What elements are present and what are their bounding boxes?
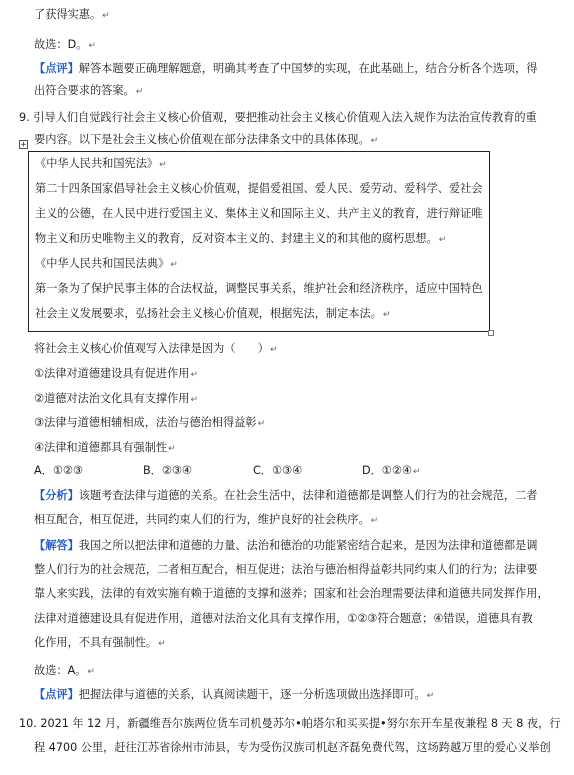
prev-choice-line: 故选：D。↵ [34, 38, 96, 51]
q9-choice: 故选：A。↵ [34, 664, 95, 677]
table-move-handle-icon[interactable]: + [20, 140, 27, 150]
q9-prompt: 将社会主义核心价值观写入法律是因为（ ）↵ [34, 342, 278, 355]
q9-answer-line5: 化作用，不具有强制性。↵ [34, 636, 166, 649]
q9-number: 9. [19, 111, 30, 124]
law-text-line: 第一条为了保护民事主体的合法权益，调整民事关系，维护社会和经济秩序，适应中国特色 [35, 282, 483, 295]
q10-stem-line2: 程 4700 公里，赶往江苏省徐州市沛县，专为受伤汉族司机赵齐磊免费代驾，这场跨越万里的爱心义举创 [34, 741, 551, 754]
q9-answer-line3: 靠人来实践，法律的有效实施有赖于道德的支撑和滋养；国家和社会治理需要法律和道德共同发挥作用， [34, 587, 549, 600]
q9-answer-line1: 【解答】我国之所以把法律和道德的力量、法治和德治的功能紧密结合起来，是因为法律和道德都是调 [34, 539, 538, 552]
q9-stem-line2: 要内容。以下是社会主义核心价值观在部分法律条文中的具体体现。↵ [34, 133, 379, 146]
q9-option-a: A．①②③ [34, 464, 83, 477]
analysis-tag: 【分析】 [34, 489, 79, 502]
q9-answer-line4: 法律对道德建设具有促进作用，道德对法治文化具有支撑作用，①②③符合题意；④错误，道德具有教 [34, 612, 533, 625]
law-excerpt-box [28, 151, 490, 332]
q10-stem-line1: 10. 2021 年 12 月，新疆维吾尔族两位货车司机曼苏尔•帕塔尔和买买提•努尔东开车星夜兼程 8 天 8 夜，行 [19, 717, 561, 730]
q9-answer-line2: 整人们行为的社会规范，二者相互配合，相互促进；法治与德治相得益彰共同约束人们的行为；法律要 [34, 563, 538, 576]
q9-option-c: C．①③④ [253, 464, 303, 477]
q9-statement-4: ④法律和道德都具有强制性↵ [34, 441, 176, 454]
law-title-civil-code: 《中华人民共和国民法典》↵ [35, 257, 178, 270]
prev-comment-line2: 出符合要求的答案。↵ [34, 84, 144, 97]
q9-review: 【点评】把握法律与道德的关系，认真阅读题干，逐一分析选项做出选择即可。↵ [34, 688, 435, 701]
answer-tag: 【解答】 [34, 539, 79, 552]
q9-analysis-line1: 【分析】该题考查法律与道德的关系。在社会生活中，法律和道德都是调整人们行为的社会规范，二者 [34, 489, 538, 502]
q9-option-d: D．①②④↵ [362, 464, 421, 477]
q9-stem-line1: 9. 引导人们自觉践行社会主义核心价值观，要把推动社会主义核心价值观入法入规作为法治宣传教育的重 [19, 111, 537, 124]
law-text-line: 社会主义发展要求，弘扬社会主义核心价值观，根据宪法，制定本法。↵ [35, 307, 391, 320]
q9-statement-3: ③法律与道德相辅相成，法治与德治相得益彰↵ [34, 416, 266, 429]
law-title-constitution: 《中华人民共和国宪法》↵ [35, 157, 167, 170]
law-text-line: 第二十四条国家倡导社会主义核心价值观，提倡爱祖国、爱人民、爱劳动、爱科学、爱社会 [35, 182, 483, 195]
prev-conclusion-line: 了获得实惠。↵ [34, 8, 110, 21]
q9-analysis-line2: 相互配合，相互促进，共同约束人们的行为，维护良好的社会秩序。↵ [34, 513, 379, 526]
q9-statement-2: ②道德对法治文化具有支撑作用↵ [34, 392, 199, 405]
comment-tag: 【点评】 [34, 62, 79, 75]
q9-option-b: B．②③④ [143, 464, 192, 477]
q10-number: 10. [19, 717, 37, 730]
q9-statement-1: ①法律对道德建设具有促进作用↵ [34, 367, 199, 380]
review-tag: 【点评】 [34, 688, 79, 701]
law-text-line: 物主义和历史唯物主义的教育，反对资本主义的、封建主义的和其他的腐朽思想。↵ [35, 232, 447, 245]
law-text-line: 主义的公德，在人民中进行爱国主义、集体主义和国际主义、共产主义的教育，进行辩证唯 [35, 207, 483, 220]
prev-comment-line1: 【点评】解答本题要正确理解题意，明确其考查了中国梦的实现，在此基础上，结合分析各个选项，得 [34, 62, 538, 75]
resize-handle-icon[interactable] [488, 330, 494, 336]
